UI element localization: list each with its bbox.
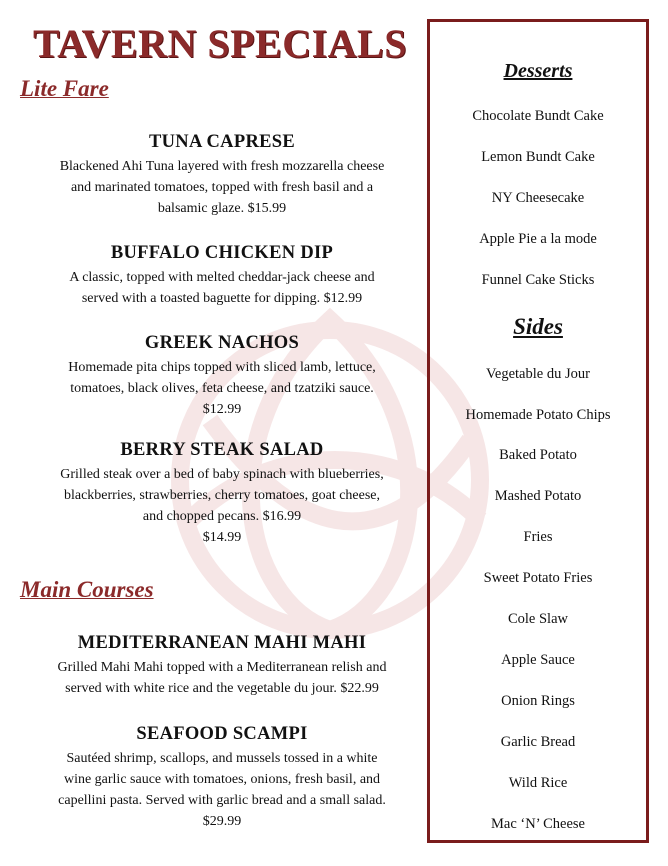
side-item: Sweet Potato Fries — [483, 570, 593, 586]
menu-item-description: Grilled Mahi Mahi topped with a Mediterranean relish and served with white rice and the vegetable du jour. $22.99 — [57, 660, 387, 696]
side-item: Homemade Potato Chips — [465, 407, 611, 423]
dessert-item: NY Cheesecake — [491, 190, 585, 206]
sides-heading: Sides — [513, 314, 563, 339]
menu-item — [20, 333, 424, 420]
menu-item-name: BUFFALO CHICKEN DIP — [110, 243, 334, 263]
side-item: Onion Rings — [501, 693, 575, 709]
side-item: Mashed Potato — [494, 488, 582, 504]
dessert-item: Chocolate Bundt Cake — [472, 108, 604, 124]
side-item: Fries — [523, 529, 553, 545]
menu-item-name: SEAFOOD SCAMPI — [136, 724, 308, 744]
page-title: TAVERN SPECIALS — [33, 21, 407, 66]
menu-item — [20, 440, 424, 548]
side-item: Garlic Bread — [500, 734, 576, 750]
sidebar-panel — [427, 19, 649, 843]
menu-item-name: TUNA CAPRESE — [149, 132, 295, 152]
dessert-item: Apple Pie a la mode — [479, 231, 597, 247]
desserts-heading: Desserts — [503, 60, 573, 82]
menu-item — [20, 243, 424, 309]
menu-item-name: GREEK NACHOS — [144, 333, 300, 353]
side-item: Baked Potato — [499, 447, 577, 463]
menu-item-description: Grilled steak over a bed of baby spinach with blueberries, blackberries, strawberries, cherry tomatoes, goat cheese, and chopped pecans. $16.99 $14.99 — [60, 467, 384, 545]
menu-item — [20, 633, 424, 699]
menu-item — [20, 724, 424, 832]
lite-fare-heading: Lite Fare — [20, 76, 109, 101]
dessert-item: Funnel Cake Sticks — [481, 272, 595, 288]
menu-item-description: Sautéed shrimp, scallops, and mussels tossed in a white wine garlic sauce with tomatoes, onions, fresh basil, and capellini pasta. Served with garlic bread and a small salad. $29.99 — [58, 751, 386, 829]
side-item: Vegetable du Jour — [486, 366, 590, 382]
menu-item — [20, 132, 424, 219]
dessert-item: Lemon Bundt Cake — [481, 149, 595, 165]
menu-item-description: A classic, topped with melted cheddar-jack cheese and served with a toasted baguette for dipping. $12.99 — [69, 270, 375, 306]
side-item: Wild Rice — [508, 775, 568, 791]
menu-item-name: MEDITERRANEAN MAHI MAHI — [77, 633, 367, 653]
menu-item-description: Blackened Ahi Tuna layered with fresh mozzarella cheese and marinated tomatoes, topped with fresh basil and a balsamic glaze. $15.99 — [59, 159, 385, 216]
side-item: Apple Sauce — [501, 652, 575, 668]
menu-item-description: Homemade pita chips topped with sliced lamb, lettuce, tomatoes, black olives, feta cheese, and tzatziki sauce. $12.99 — [68, 360, 376, 417]
menu-item-name: BERRY STEAK SALAD — [120, 440, 324, 460]
side-item: Cole Slaw — [507, 611, 568, 627]
main-courses-heading: Main Courses — [20, 577, 154, 602]
side-item: Mac ‘N’ Cheese — [491, 816, 585, 832]
